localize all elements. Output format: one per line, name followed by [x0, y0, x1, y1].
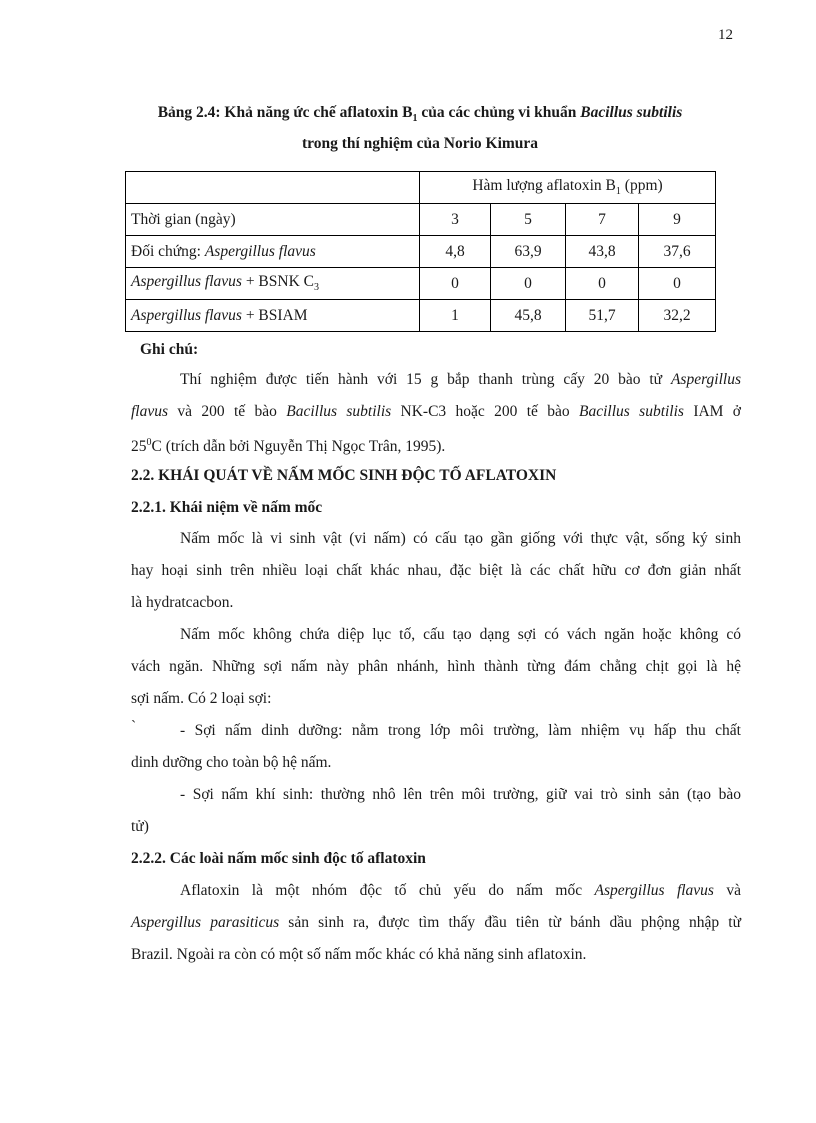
bullet-line: - Sợi nấm khí sinh: thường nhô lên trên môi trường, giữ vai trò sinh sản (tạo bào — [180, 786, 741, 803]
table-cell: 0 — [420, 268, 491, 300]
table-cell: 63,9 — [491, 236, 566, 268]
page-number: 12 — [718, 27, 733, 43]
table-cell: 32,2 — [639, 300, 716, 332]
header-text: Hàm lượng aflatoxin B — [472, 177, 616, 195]
paragraph-line: Brazil. Ngoài ra còn có một số nấm mốc khác có khả năng sinh aflatoxin. — [131, 946, 587, 963]
row-label — [126, 236, 420, 268]
row-label-prefix: Đối chứng: — [131, 242, 205, 260]
table-cell: 0 — [639, 268, 716, 300]
paragraph-line: vách ngăn. Những sợi nấm này phân nhánh, hình thành từng đám chằng chịt gọi là hệ — [131, 658, 741, 675]
table-caption — [60, 104, 780, 124]
caption-text-mid: của các chủng vi khuẩn — [417, 104, 581, 121]
table-cell: 43,8 — [566, 236, 639, 268]
subsection-heading: 2.2.2. Các loài nấm mốc sinh độc tố aflatoxin — [131, 850, 426, 867]
paragraph-line: Nấm mốc là vi sinh vật (vi nấm) có cấu tạo gần giống với thực vật, sống ký sinh — [180, 530, 741, 547]
header-unit: (ppm) — [620, 177, 663, 195]
row-label-organism: Aspergillus flavus — [204, 242, 316, 260]
table-row — [126, 236, 716, 268]
table-header-row — [126, 172, 716, 204]
table-cell: 0 — [566, 268, 639, 300]
row-label-organism: Aspergillus flavus — [131, 273, 242, 291]
note-line: Thí nghiệm được tiến hành với 15 g bắp thanh trùng cấy 20 bào tử Aspergillus — [180, 371, 741, 388]
table-row — [126, 204, 716, 236]
paragraph-line: Nấm mốc không chứa diệp lục tố, cấu tạo dạng sợi có vách ngăn hoặc không có — [180, 626, 741, 643]
table-row — [126, 300, 716, 332]
row-label — [126, 268, 420, 300]
section-heading: 2.2. KHÁI QUÁT VỀ NẤM MỐC SINH ĐỘC TỐ AFLATOXIN — [131, 467, 557, 484]
header-subscript: 1 — [615, 186, 621, 198]
table-cell: 3 — [420, 204, 491, 236]
paragraph-line: Aflatoxin là một nhóm độc tố chủ yếu do nấm mốc Aspergillus flavus và — [180, 882, 741, 899]
paragraph-line: sợi nấm. Có 2 loại sợi: — [131, 690, 272, 707]
table-cell: 0 — [491, 268, 566, 300]
caption-text: Bảng 2.4: Khả năng ức chế aflatoxin B — [157, 104, 413, 121]
table-cell: 1 — [420, 300, 491, 332]
table-caption-line2: trong thí nghiệm của Norio Kimura — [301, 135, 539, 152]
note-title: Ghi chú: — [140, 341, 199, 358]
bullet-line: - Sợi nấm dinh dưỡng: nằm trong lớp môi trường, làm nhiệm vụ hấp thu chất — [180, 722, 741, 739]
caption-subscript: 1 — [412, 113, 418, 125]
aflatoxin-table — [125, 171, 716, 332]
table-corner-cell — [126, 172, 420, 204]
table-cell: 45,8 — [491, 300, 566, 332]
table-header-cell — [420, 172, 716, 204]
row-label-subscript: 3 — [314, 282, 319, 294]
row-label-strain: + BSNK C — [241, 273, 314, 291]
table-cell: 9 — [639, 204, 716, 236]
caption-species: Bacillus subtilis — [580, 104, 683, 121]
row-label-strain: + BSIAM — [241, 306, 308, 324]
stray-mark: ` — [131, 718, 137, 735]
paragraph-line: hay hoại sinh trên nhiều loại chất khác nhau, đặc biệt là các chất hữu cơ đơn giản nhất — [131, 562, 741, 579]
bullet-line: tử) — [131, 818, 149, 835]
paragraph-line: Aspergillus parasiticus sản sinh ra, được tìm thấy đầu tiên từ bánh dầu phộng nhập từ — [131, 914, 741, 931]
table-cell: 4,8 — [420, 236, 491, 268]
table-cell: 7 — [566, 204, 639, 236]
note-line: $25^0C$ (trích dẫn bởi Nguyễn Thị Ngọc Trân, 1995). — [131, 437, 446, 456]
table-row — [126, 268, 716, 300]
table-cell: 51,7 — [566, 300, 639, 332]
bullet-line: dinh dưỡng cho toàn bộ hệ nấm. — [131, 754, 332, 771]
row-label-organism: Aspergillus flavus — [131, 306, 242, 324]
table-cell: 37,6 — [639, 236, 716, 268]
table-cell: 5 — [491, 204, 566, 236]
row-label: Thời gian (ngày) — [126, 204, 420, 236]
subsection-heading: 2.2.1. Khái niệm về nấm mốc — [131, 499, 323, 516]
row-label — [126, 300, 420, 332]
note-line: flavus và 200 tế bào Bacillus subtilis NK-C3 hoặc 200 tế bào Bacillus subtilis IAM ở — [131, 403, 742, 420]
paragraph-line: là hydratcacbon. — [131, 594, 234, 611]
